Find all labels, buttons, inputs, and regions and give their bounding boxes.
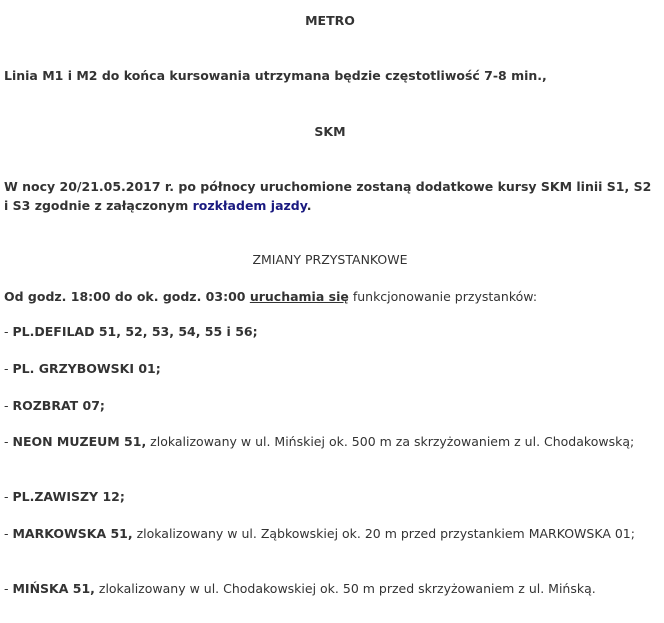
stop-item-name: MARKOWSKA 51, — [12, 526, 133, 541]
skm-text — [4, 177, 656, 215]
stop-item-name: ROZBRAT 07; — [12, 398, 105, 413]
stop-item-name: MIŃSKA 51, — [12, 581, 95, 596]
stop-item-name: PL.ZAWISZY 12; — [12, 489, 125, 504]
metro-heading: METRO — [305, 13, 355, 28]
stop-item-prefix: - — [4, 526, 13, 541]
stop-item — [4, 359, 656, 378]
changes-intro-time: Od godz. 18:00 do ok. godz. 03:00 — [4, 289, 250, 304]
stop-item-name: PL.DEFILAD 51, 52, 53, 54, 55 i 56; — [12, 324, 258, 339]
changes-heading: ZMIANY PRZYSTANKOWE — [252, 252, 408, 267]
stop-item — [4, 396, 656, 415]
stop-item-prefix: - — [4, 489, 13, 504]
stop-item-name: NEON MUZEUM 51, — [12, 434, 147, 449]
skm-text-before: W nocy 20/21.05.2017 r. po północy uruchomione zostaną dodatkowe kursy SKM linii S1, S2 i S3 zgodnie z załączonym — [4, 179, 652, 213]
stop-item — [4, 432, 656, 451]
stop-item — [4, 322, 656, 341]
timetable-link[interactable]: rozkładem jazdy — [192, 198, 307, 213]
stop-item-prefix: - — [4, 398, 13, 413]
skm-heading: SKM — [314, 124, 346, 139]
stop-item-prefix: - — [4, 324, 13, 339]
stop-item-prefix: - — [4, 581, 13, 596]
stop-item-prefix: - — [4, 361, 13, 376]
stop-item-name: PL. GRZYBOWSKI 01; — [12, 361, 161, 376]
changes-intro — [4, 287, 656, 306]
stop-item — [4, 487, 656, 506]
stop-item-prefix: - — [4, 434, 13, 449]
stop-item-detail: zlokalizowany w ul. Chodakowskiej ok. 50 m przed skrzyżowaniem z ul. Mińską. — [94, 581, 596, 596]
changes-intro-underlined: uruchamia się — [249, 289, 349, 304]
stop-item — [4, 524, 656, 543]
skm-text-after: . — [306, 198, 312, 213]
metro-text: Linia M1 i M2 do końca kursowania utrzymana będzie częstotliwość 7-8 min., — [4, 68, 547, 83]
changes-intro-after: funkcjonowanie przystanków: — [348, 289, 538, 304]
stop-item-detail: zlokalizowany w ul. Ząbkowskiej ok. 20 m przed przystankiem MARKOWSKA 01; — [132, 526, 635, 541]
stop-item-detail: zlokalizowany w ul. Mińskiej ok. 500 m za skrzyżowaniem z ul. Chodakowską; — [146, 434, 635, 449]
stop-item — [4, 579, 656, 598]
